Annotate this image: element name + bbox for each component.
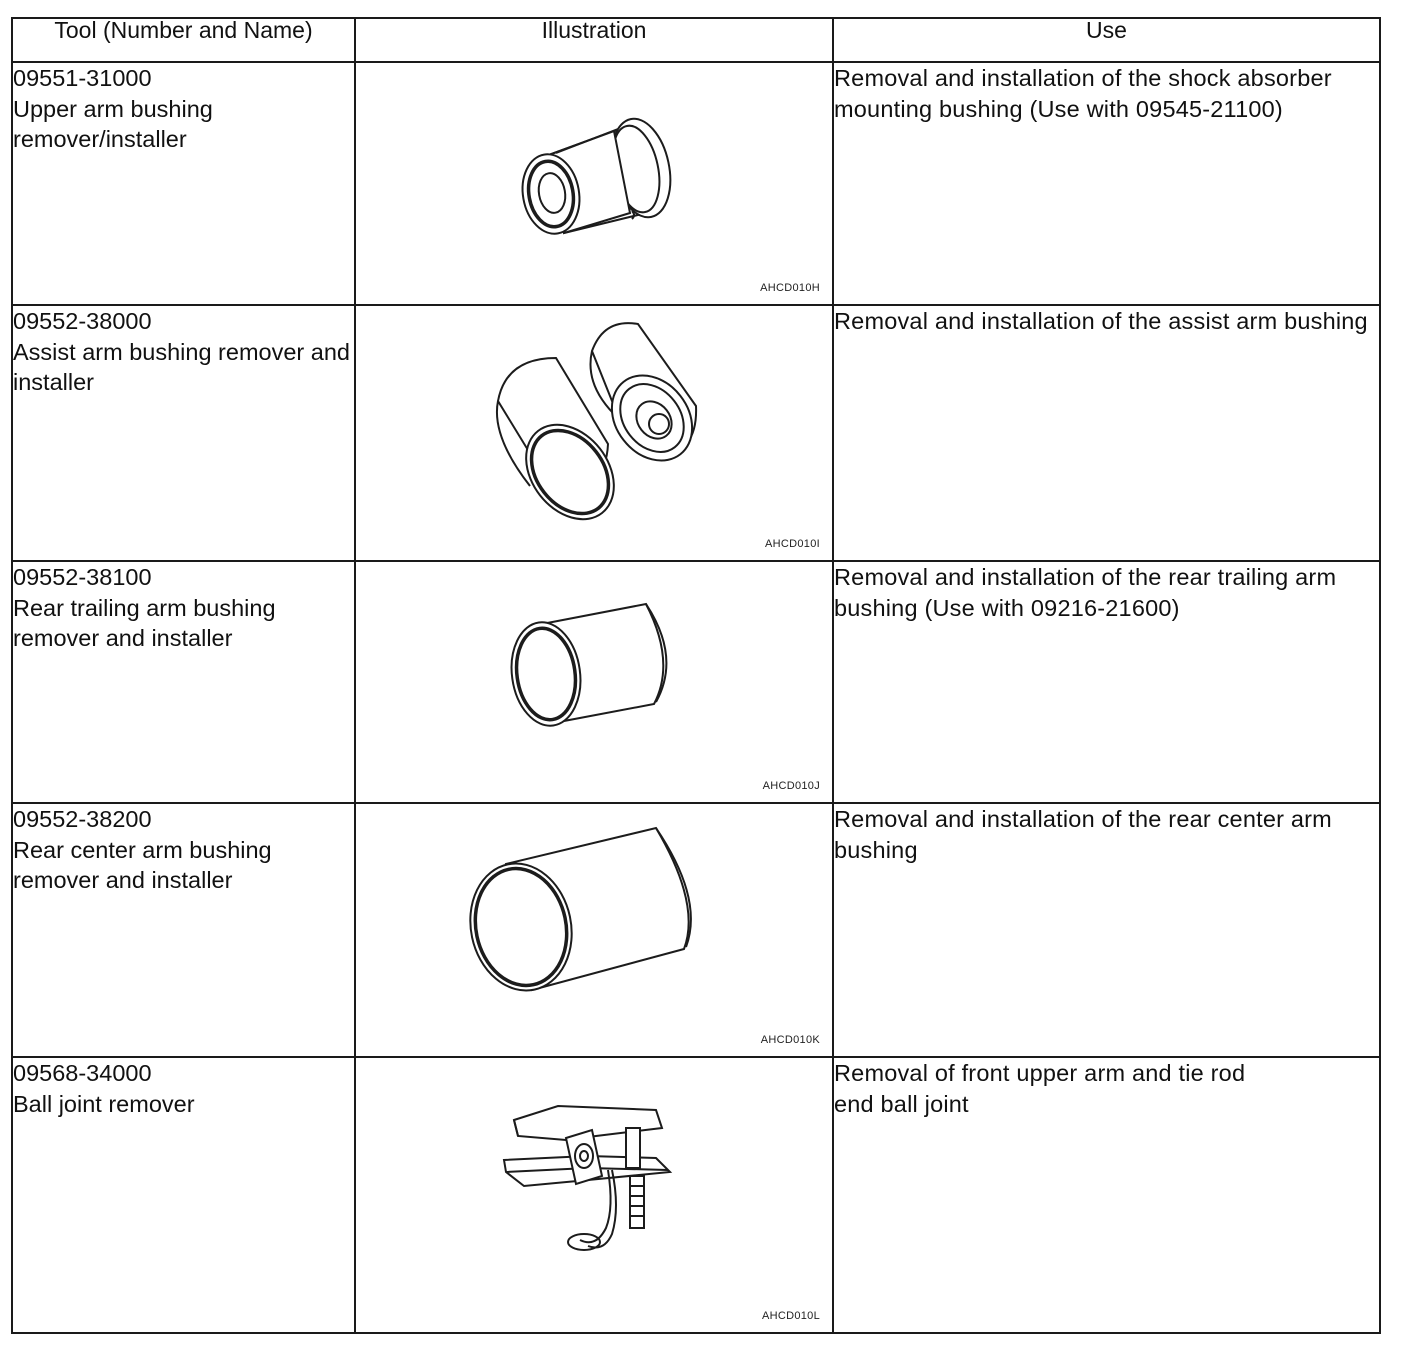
upper-arm-bushing-tool-icon [356, 63, 834, 306]
illustration-code: AHCD010I [765, 538, 820, 550]
use-cell: Removal of front upper arm and tie rod end ball joint [833, 1057, 1380, 1333]
tool-cell [12, 803, 355, 1057]
table-row [12, 561, 1380, 803]
tool-cell [12, 305, 355, 561]
assist-arm-bushing-tool-icon [356, 306, 834, 562]
illustration-code: AHCD010H [760, 282, 820, 294]
tool-name: Assist arm bushing remover and installer [13, 338, 350, 395]
table-row [12, 803, 1380, 1057]
header-tool: Tool (Number and Name) [12, 18, 355, 62]
tool-name: Ball joint remover [13, 1090, 195, 1117]
use-cell: Removal and installation of the assist arm bushing [833, 305, 1380, 561]
use-cell: Removal and installation of the rear center arm bushing [833, 803, 1380, 1057]
tool-number: 09552-38000 [13, 308, 152, 334]
table-row [12, 1057, 1380, 1333]
ball-joint-remover-icon [356, 1058, 834, 1334]
table-row [12, 305, 1380, 561]
rear-trailing-arm-bushing-tool-icon [356, 562, 834, 804]
tool-cell [12, 62, 355, 305]
header-illustration: Illustration [355, 18, 833, 62]
tool-name: Upper arm bushing remover/installer [13, 95, 213, 152]
illustration-cell [355, 1057, 833, 1333]
tool-number: 09568-34000 [13, 1060, 152, 1086]
illustration-cell [355, 305, 833, 561]
tool-name: Rear trailing arm bushing remover and installer [13, 594, 276, 651]
tool-cell [12, 1057, 355, 1333]
illustration-cell [355, 561, 833, 803]
tool-number: 09552-38200 [13, 806, 152, 832]
table-row [12, 62, 1380, 305]
rear-center-arm-bushing-tool-icon [356, 804, 834, 1058]
table-header-row [12, 18, 1380, 62]
tool-number: 09551-31000 [13, 65, 152, 91]
illustration-code: AHCD010J [762, 780, 820, 792]
tool-name: Rear center arm bushing remover and installer [13, 836, 272, 893]
special-tools-sheet [11, 17, 1379, 1335]
use-cell: Removal and installation of the rear trailing arm bushing (Use with 09216-21600) [833, 561, 1380, 803]
header-use: Use [833, 18, 1380, 62]
tool-cell [12, 561, 355, 803]
illustration-cell [355, 803, 833, 1057]
special-tools-table [11, 17, 1381, 1334]
illustration-code: AHCD010L [761, 1310, 820, 1322]
tool-number: 09552-38100 [13, 564, 152, 590]
illustration-cell [355, 62, 833, 305]
illustration-code: AHCD010K [760, 1034, 820, 1046]
use-cell: Removal and installation of the shock absorber mounting bushing (Use with 09545-21100) [833, 62, 1380, 305]
